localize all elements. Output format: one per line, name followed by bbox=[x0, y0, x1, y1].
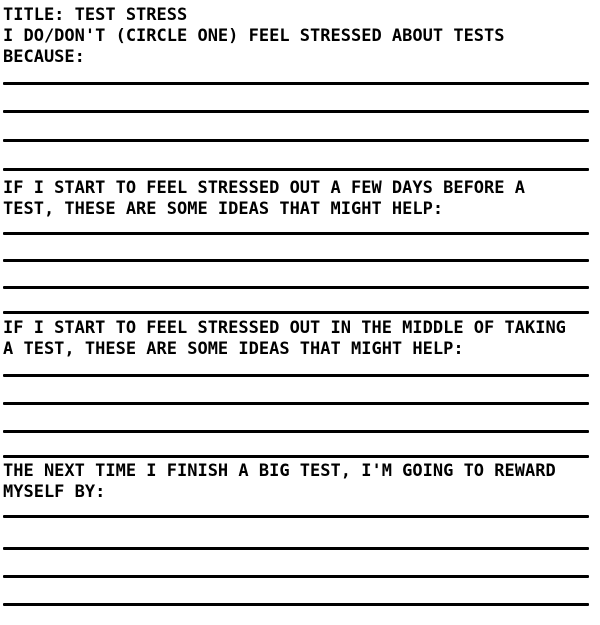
answer-line[interactable] bbox=[3, 374, 589, 377]
answer-line[interactable] bbox=[3, 430, 589, 433]
answer-line[interactable] bbox=[3, 402, 589, 405]
prompt-ideas-before-test bbox=[3, 178, 600, 220]
answer-line[interactable] bbox=[3, 259, 589, 262]
answer-line[interactable] bbox=[3, 311, 589, 314]
prompt-ideas-during-test bbox=[3, 318, 600, 360]
worksheet-title: TITLE: TEST STRESS bbox=[3, 5, 188, 25]
worksheet-header bbox=[3, 5, 600, 68]
answer-line[interactable] bbox=[3, 575, 589, 578]
prompt-reward-after-test-line-2: MYSELF BY: bbox=[3, 482, 106, 502]
prompt-reward-after-test bbox=[3, 461, 600, 503]
prompt-ideas-during-test-line-2: A TEST, THESE ARE SOME IDEAS THAT MIGHT HELP: bbox=[3, 339, 464, 359]
prompt-reward-after-test-line-1: THE NEXT TIME I FINISH A BIG TEST, I'M GOING TO REWARD bbox=[3, 461, 556, 481]
prompt-ideas-before-test-line-1: IF I START TO FEEL STRESSED OUT A FEW DAYS BEFORE A bbox=[3, 178, 525, 198]
answer-line[interactable] bbox=[3, 286, 589, 289]
prompt-ideas-before-test-line-2: TEST, THESE ARE SOME IDEAS THAT MIGHT HELP: bbox=[3, 199, 444, 219]
prompt-stressed-or-not-line-2: BECAUSE: bbox=[3, 47, 85, 67]
answer-line[interactable] bbox=[3, 603, 589, 606]
answer-line[interactable] bbox=[3, 547, 589, 550]
prompt-stressed-or-not-line-1: I DO/DON'T (CIRCLE ONE) FEEL STRESSED ABOUT TESTS bbox=[3, 26, 505, 46]
prompt-ideas-during-test-line-1: IF I START TO FEEL STRESSED OUT IN THE MIDDLE OF TAKING bbox=[3, 318, 566, 338]
answer-line[interactable] bbox=[3, 515, 589, 518]
answer-line[interactable] bbox=[3, 168, 589, 171]
answer-line[interactable] bbox=[3, 455, 589, 458]
answer-line[interactable] bbox=[3, 232, 589, 235]
answer-line[interactable] bbox=[3, 110, 589, 113]
answer-line[interactable] bbox=[3, 139, 589, 142]
answer-line[interactable] bbox=[3, 82, 589, 85]
